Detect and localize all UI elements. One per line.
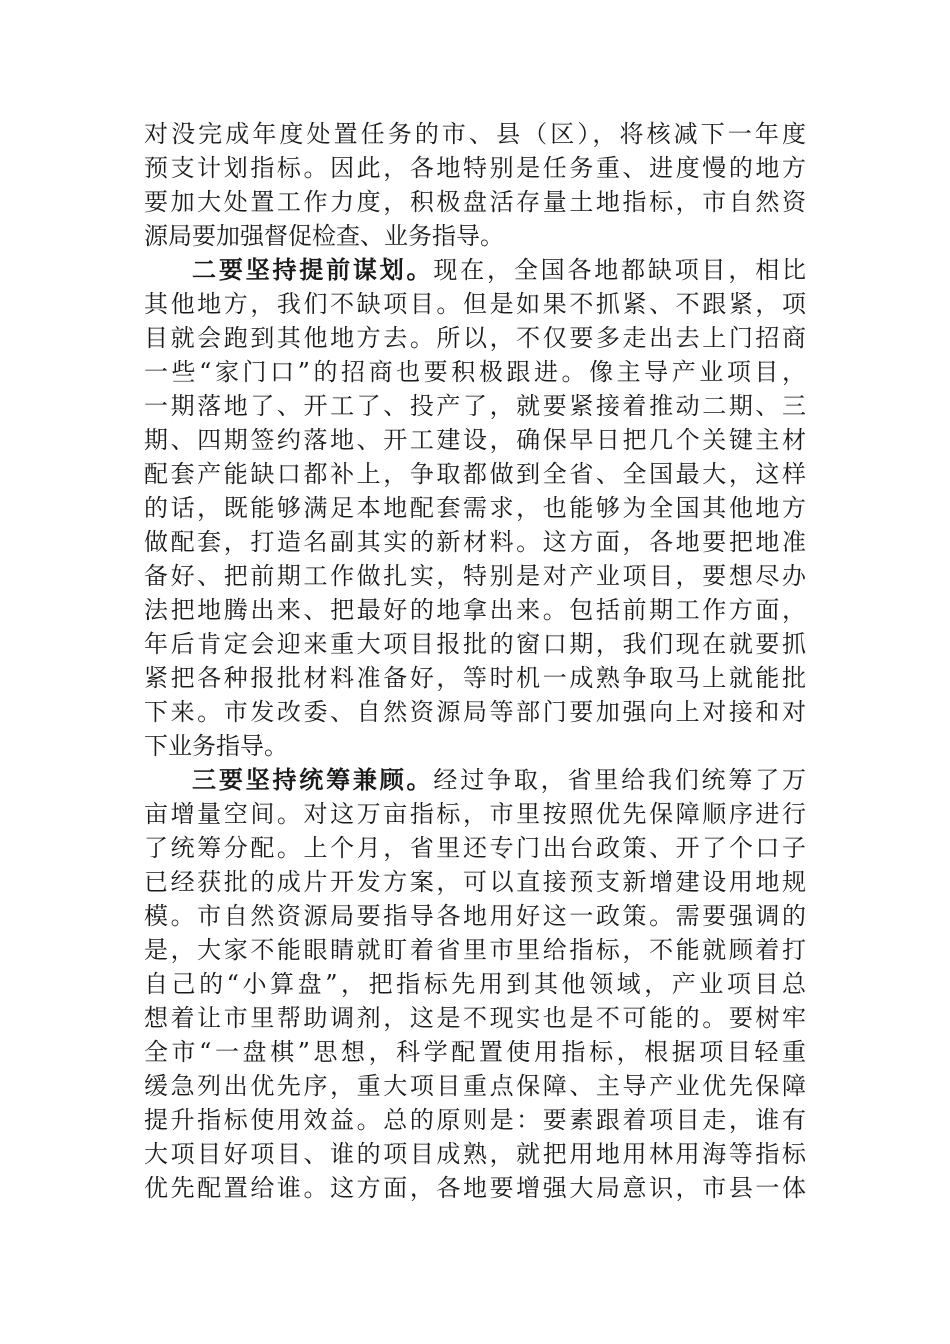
text-line: 亩增量空间。对这万亩指标，市里按照优先保障顺序进行 [144,800,806,828]
paragraph-heading: 二要坚持提前谋划。 [192,255,434,284]
text-line: 大项目好项目、谁的项目成熟，就把用地用林用海等指标 [144,1140,806,1168]
text-line [144,253,806,287]
text-line: 下来。市发改委、自然资源局等部门要加强向上对接和对 [144,698,806,726]
paragraph-heading: 三要坚持统筹兼顾。 [192,765,434,794]
text-line: 下业务指导。 [144,732,288,760]
document-body [144,117,806,1205]
text-line: 备好、把前期工作做扎实，特别是对产业项目，要想尽办 [144,562,806,590]
text-line: 目就会跑到其他地方去。所以，不仅要多走出去上门招商 [144,324,806,352]
text-line: 是，大家不能眼睛就盯着省里市里给指标，不能就顾着打 [144,936,806,964]
text-line: 想着让市里帮助调剂，这是不现实也是不可能的。要树牢 [144,1004,806,1032]
text-line: 年后肯定会迎来重大项目报批的窗口期，我们现在就要抓 [144,630,806,658]
text-line: 自己的“小算盘”，把指标先用到其他领域，产业项目总 [144,970,806,998]
text-line: 优先配置给谁。这方面，各地要增强大局意识，市县一体 [144,1174,806,1202]
text-line: 一期落地了、开工了、投产了，就要紧接着推动二期、三 [144,392,806,420]
text-line: 提升指标使用效益。总的原则是：要素跟着项目走，谁有 [144,1106,806,1134]
text-run: 经过争取，省里给我们统筹了万 [433,766,807,794]
text-line: 对没完成年度处置任务的市、县（区），将核减下一年度 [144,120,806,148]
text-line: 配套产能缺口都补上，争取都做到全省、全国最大，这样 [144,460,806,488]
text-line: 其他地方，我们不缺项目。但是如果不抓紧、不跟紧，项 [144,290,806,318]
text-line: 法把地腾出来、把最好的地拿出来。包括前期工作方面， [144,596,806,624]
text-line: 一些“家门口”的招商也要积极跟进。像主导产业项目， [144,358,806,386]
text-run: 现在，全国各地都缺项目，相比 [433,256,807,284]
text-line: 全市“一盘棋”思想，科学配置使用指标，根据项目轻重 [144,1038,806,1066]
text-line: 做配套，打造名副其实的新材料。这方面，各地要把地准 [144,528,806,556]
text-line: 源局要加强督促检查、业务指导。 [144,222,504,250]
paragraph-1 [144,117,806,253]
paragraph-3 [144,763,806,1205]
text-line: 缓急列出优先序，重大项目重点保障、主导产业优先保障 [144,1072,806,1100]
text-line: 模。市自然资源局要指导各地用好这一政策。需要强调的 [144,902,806,930]
text-line: 期、四期签约落地、开工建设，确保早日把几个关键主材 [144,426,806,454]
text-line: 已经获批的成片开发方案，可以直接预支新增建设用地规 [144,868,806,896]
text-line: 要加大处置工作力度，积极盘活存量土地指标，市自然资 [144,188,806,216]
text-line: 预支计划指标。因此，各地特别是任务重、进度慢的地方 [144,154,806,182]
paragraph-2 [144,253,806,763]
text-line: 了统筹分配。上个月，省里还专门出台政策、开了个口子 [144,834,806,862]
text-line [144,763,806,797]
text-line: 紧把各种报批材料准备好，等时机一成熟争取马上就能批 [144,664,806,692]
text-line: 的话，既能够满足本地配套需求，也能够为全国其他地方 [144,494,806,522]
